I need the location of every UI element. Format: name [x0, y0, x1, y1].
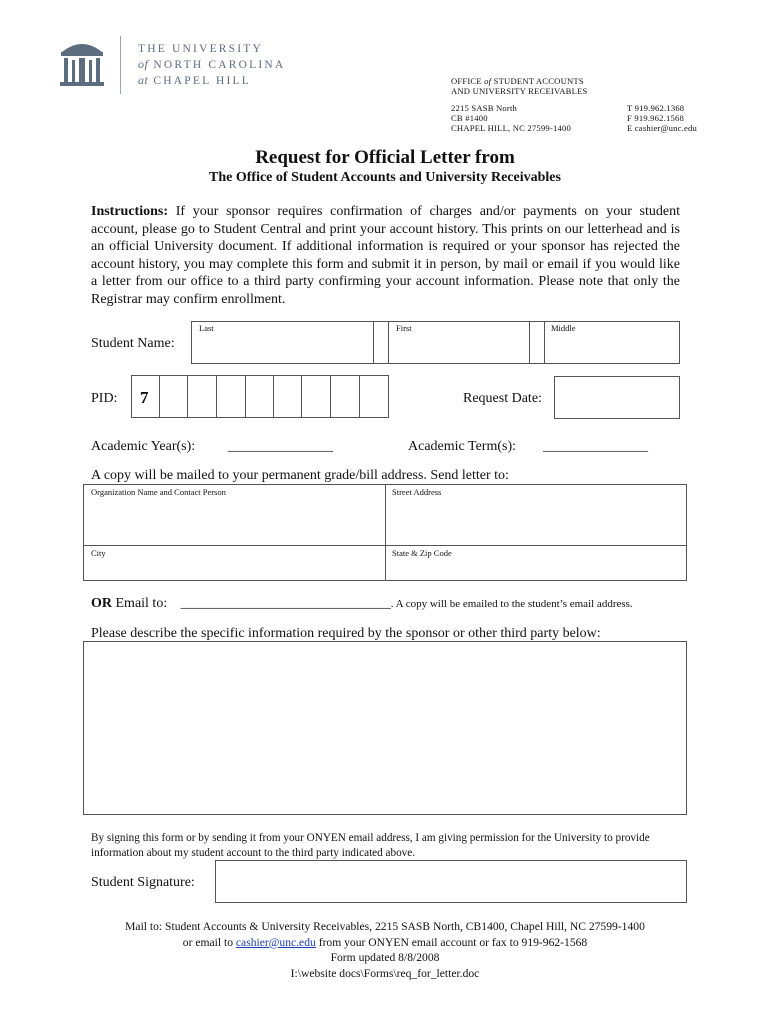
pid-label: PID:: [91, 391, 118, 406]
pid-digit-box[interactable]: [273, 375, 302, 418]
office-name: [451, 76, 588, 96]
footer-email-prefix: or email to: [182, 935, 233, 949]
footer-mail-to: Mail to: Student Accounts & University Receivables, 2215 SASB North, CB1400, Chapel Hill, NC 27599-1400: [125, 920, 645, 933]
email-field[interactable]: ______________________________: [180, 596, 391, 611]
university-seal: [56, 38, 108, 88]
email-label: Email to:: [115, 596, 168, 611]
page-subtitle: The Office of Student Accounts and University Receivables: [209, 170, 561, 185]
footer: [0, 919, 770, 981]
instructions-label: Instructions:: [91, 204, 169, 219]
logo-at: at: [138, 73, 149, 87]
state-zip-label: State & Zip Code: [392, 548, 452, 558]
signature-field[interactable]: [215, 860, 687, 903]
name-spacer-1: [373, 321, 389, 364]
office-name-a: OFFICE: [451, 76, 482, 86]
office-name-line-2: AND UNIVERSITY RECEIVABLES: [451, 86, 588, 96]
office-contact: [627, 103, 697, 133]
academic-year-label: Academic Year(s):: [91, 439, 196, 454]
or-label: OR: [91, 596, 112, 611]
logo-line-3: CHAPEL HILL: [153, 75, 251, 87]
last-name-field[interactable]: [191, 321, 374, 364]
footer-email-link[interactable]: cashier@unc.edu: [235, 935, 316, 949]
pid-digit-1-value: 7: [140, 388, 149, 407]
university-wordmark: [138, 42, 285, 89]
academic-term-label: Academic Term(s):: [408, 439, 516, 454]
student-name-label: Student Name:: [91, 336, 175, 351]
pid-digit-box[interactable]: [330, 375, 360, 418]
contact-fax: F 919.962.1568: [627, 113, 684, 123]
address-line: CHAPEL HILL, NC 27599-1400: [451, 123, 571, 133]
office-name-of: of: [484, 76, 492, 86]
name-spacer-2: [529, 321, 545, 364]
pid-digit-box[interactable]: [216, 375, 246, 418]
contact-phone: T 919.962.1368: [627, 103, 685, 113]
logo-divider: [120, 36, 121, 94]
organization-label: Organization Name and Contact Person: [91, 487, 226, 497]
contact-email: E cashier@unc.edu: [627, 123, 698, 133]
pid-digit-box[interactable]: [359, 375, 389, 418]
footer-email-suffix: from your ONYEN email account or fax to 919-962-1568: [318, 935, 588, 949]
email-row: [91, 596, 633, 612]
instructions-text: If your sponsor requires confirmation of charges and/or payments on your student account, please go to Student Central and print your account history. This prints on our letterhead and is an official University document. If additional information is required or your sponsor has rejected the account history, you may complete this form and submit it in person, by mail or email if you would like a letter from our office to a third party confirming your account information. Please note that only the Registrar may confirm enrollment.: [91, 204, 680, 307]
email-note: . A copy will be emailed to the student’s email address.: [390, 598, 633, 610]
street-address-label: Street Address: [392, 487, 442, 497]
describe-label: Please describe the specific information required by the sponsor or other third party below:: [91, 626, 601, 641]
signature-label: Student Signature:: [91, 875, 195, 890]
city-label: City: [91, 548, 106, 558]
consent-text: By signing this form or by sending it from your ONYEN email address, I am giving permission for the University to provide information about my student account to the third party indicated above.: [91, 832, 650, 859]
logo-line-1: THE UNIVERSITY: [138, 43, 264, 55]
description-field[interactable]: [83, 641, 687, 815]
request-date-field[interactable]: [554, 376, 680, 419]
last-label: Last: [199, 323, 214, 333]
pid-digit-box[interactable]: [187, 375, 217, 418]
city-field[interactable]: [83, 545, 386, 581]
footer-file-path: I:\website docs\Forms\req_for_letter.doc: [290, 966, 480, 980]
academic-term-field[interactable]: _______________: [543, 439, 648, 454]
instructions: [91, 203, 680, 308]
middle-label: Middle: [551, 323, 576, 333]
pid-digit-box[interactable]: [245, 375, 274, 418]
pid-digit-box[interactable]: [159, 375, 188, 418]
academic-year-field[interactable]: _______________: [228, 439, 333, 454]
request-date-label: Request Date:: [463, 391, 542, 406]
logo-of: of: [138, 57, 149, 71]
office-address: [451, 103, 571, 133]
address-line: CB #1400: [451, 113, 488, 123]
footer-form-updated: Form updated 8/8/2008: [330, 951, 440, 964]
address-line: 2215 SASB North: [451, 103, 518, 113]
pid-digit-box[interactable]: [301, 375, 331, 418]
first-label: First: [396, 323, 412, 333]
page-title: Request for Official Letter from: [255, 147, 515, 168]
office-name-b: STUDENT ACCOUNTS: [493, 76, 584, 86]
logo-line-2: NORTH CAROLINA: [153, 59, 286, 71]
copy-note: A copy will be mailed to your permanent grade/bill address. Send letter to:: [91, 468, 509, 483]
